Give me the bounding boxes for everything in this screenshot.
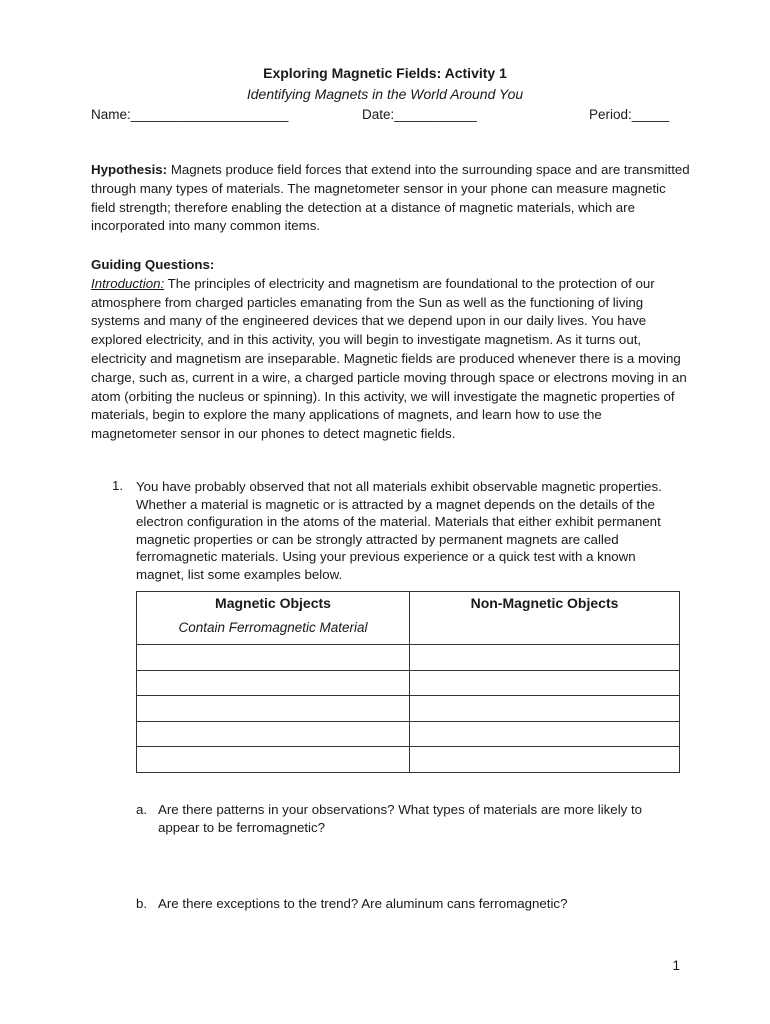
question-a bbox=[136, 801, 682, 837]
non-magnetic-entry-cell[interactable] bbox=[410, 645, 680, 671]
table-header-row bbox=[137, 592, 680, 645]
question-b bbox=[136, 895, 682, 913]
guiding-questions-heading: Guiding Questions: bbox=[91, 257, 215, 272]
table-row bbox=[137, 670, 680, 696]
observations-table bbox=[136, 591, 680, 773]
name-field[interactable]: Name:_____________________ bbox=[91, 107, 289, 122]
magnetic-objects-header-cell bbox=[137, 592, 410, 645]
non-magnetic-objects-header-cell bbox=[410, 592, 680, 645]
magnetic-entry-cell[interactable] bbox=[137, 696, 410, 722]
non-magnetic-entry-cell[interactable] bbox=[410, 721, 680, 747]
question-a-text: Are there patterns in your observations? What types of materials are more likely to appear to be ferromagnetic? bbox=[158, 802, 643, 835]
table-row bbox=[137, 721, 680, 747]
hypothesis-label: Hypothesis: bbox=[91, 162, 168, 177]
magnetic-entry-cell[interactable] bbox=[137, 721, 410, 747]
non-magnetic-entry-cell[interactable] bbox=[410, 696, 680, 722]
magnetic-objects-subheader: Contain Ferromagnetic Material bbox=[178, 620, 368, 635]
table-row bbox=[137, 696, 680, 722]
question-b-letter: b. bbox=[136, 896, 148, 911]
document-title: Exploring Magnetic Fields: Activity 1 bbox=[263, 65, 507, 81]
introduction-label: Introduction: bbox=[91, 275, 165, 291]
question-1-number: 1. bbox=[112, 478, 124, 493]
page-number: 1 bbox=[672, 958, 680, 973]
magnetic-entry-cell[interactable] bbox=[137, 747, 410, 773]
introduction-text: The principles of electricity and magnetism are foundational to the protection of our atmosphere from charged particles emanating from the Sun as well as the functioning of living systems and many of the engineered devices that we depend upon in our daily lives. You have explored electricity, and in this activity, you will begin to investigate magnetism. As it turns out, electricity and magnetism are inseparable. Magnetic fields are produced whenever there is a moving charge, such as, current in a wire, a charged particle moving through space or electrons moving in an atom (orbiting the nucleus or spinning). In this activity, we will investigate the magnetic properties of materials, begin to explore the many applications of magnets, and learn how to use the magnetometer sensor in our phones to detect magnetic fields. bbox=[91, 275, 687, 442]
date-field[interactable]: Date:___________ bbox=[362, 107, 477, 122]
guiding-section bbox=[91, 256, 691, 444]
document-subtitle: Identifying Magnets in the World Around You bbox=[246, 86, 524, 102]
magnetic-objects-header: Magnetic Objects bbox=[215, 595, 331, 611]
question-b-text: Are there exceptions to the trend? Are aluminum cans ferromagnetic? bbox=[158, 896, 568, 911]
magnetic-entry-cell[interactable] bbox=[137, 645, 410, 671]
hypothesis-paragraph bbox=[91, 161, 691, 236]
magnetic-entry-cell[interactable] bbox=[137, 670, 410, 696]
non-magnetic-entry-cell[interactable] bbox=[410, 670, 680, 696]
non-magnetic-entry-cell[interactable] bbox=[410, 747, 680, 773]
table-row bbox=[137, 645, 680, 671]
non-magnetic-objects-header: Non-Magnetic Objects bbox=[470, 595, 619, 611]
hypothesis-text: Magnets produce field forces that extend into the surrounding space and are transmitted through many types of materials. The magnetometer sensor in your phone can measure magnetic field strength; therefore enabling the detection at a distance of magnetic materials, which are incorporated into many common items. bbox=[91, 162, 690, 234]
period-field[interactable]: Period:_____ bbox=[589, 107, 670, 122]
question-1-text: You have probably observed that not all materials exhibit observable magnetic properties. Whether a material is magnetic or is attracted by a magnet depends on the details of the electron configuration in the atoms of the material. Materials that either exhibit permanent magnetic properties or can be strongly attracted by permanent magnets are called ferromagnetic materials. Using your previous experience or a quick test with a known magnet, list some examples below. bbox=[136, 479, 662, 582]
table-row bbox=[137, 747, 680, 773]
question-a-letter: a. bbox=[136, 802, 148, 817]
